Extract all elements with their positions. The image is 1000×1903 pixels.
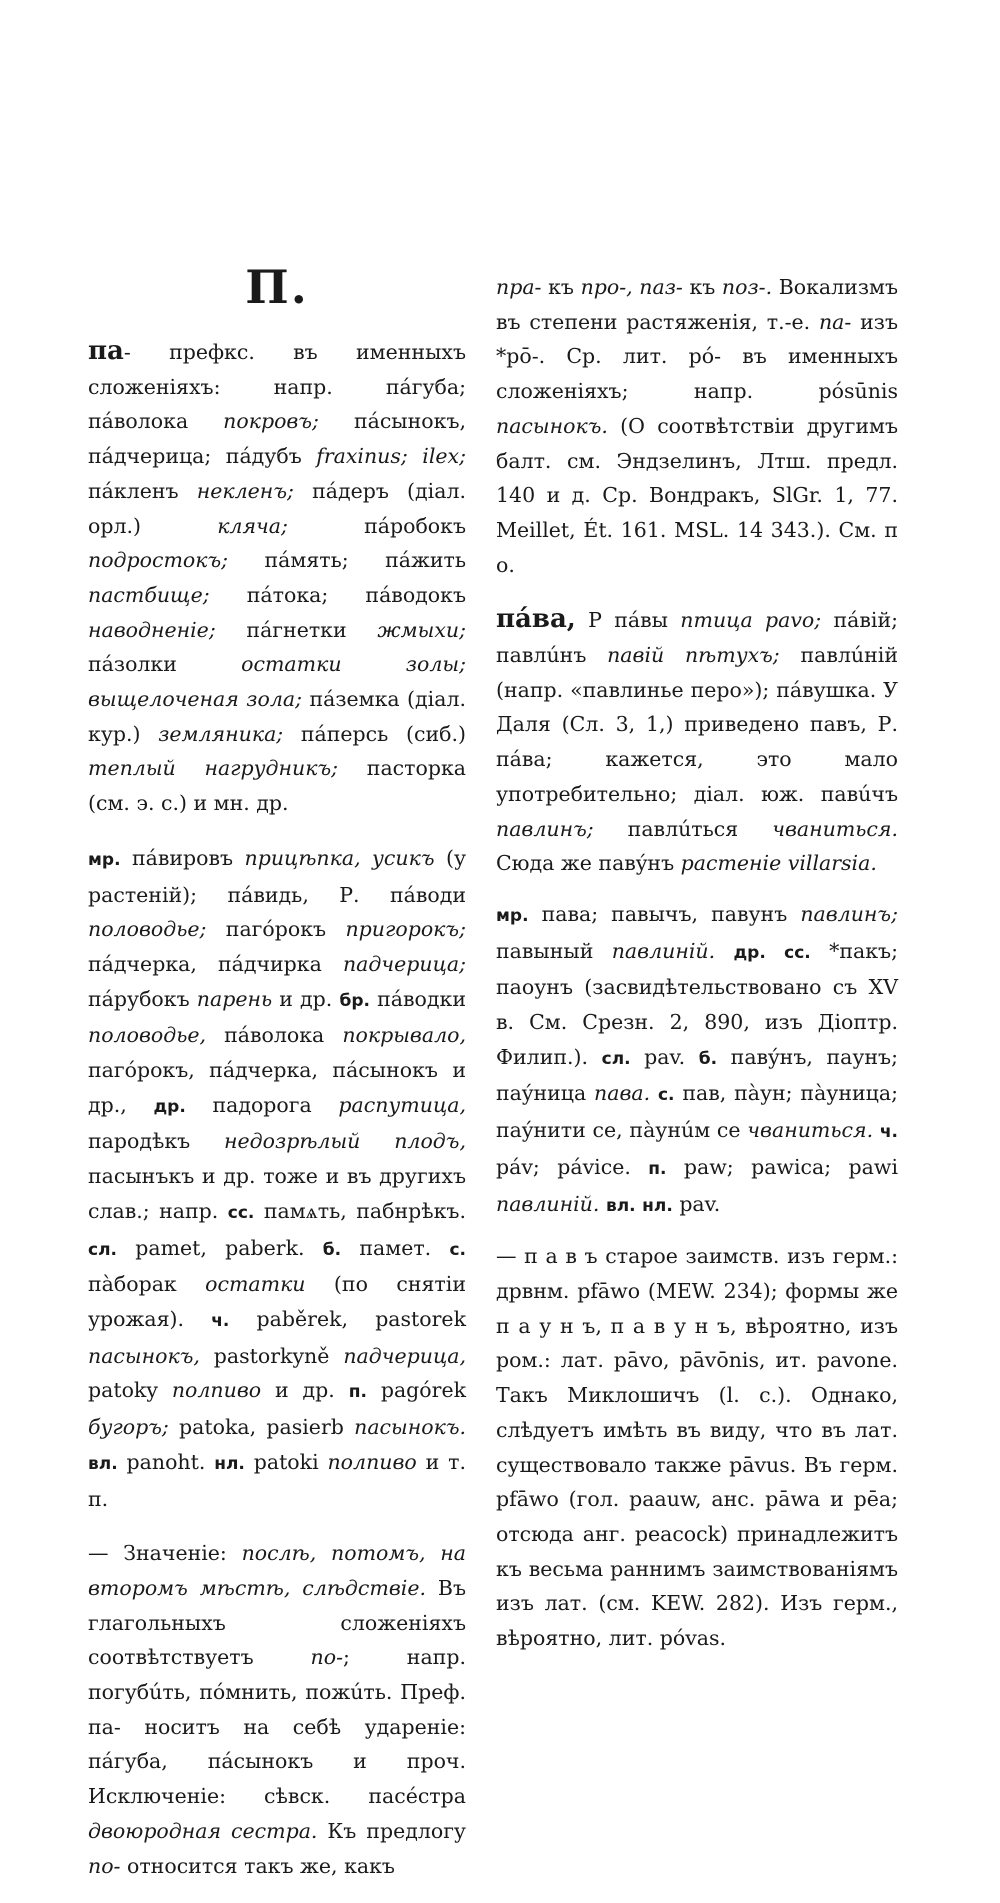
- body-text: пáводки: [369, 986, 466, 1011]
- gloss-text: по-: [310, 1645, 344, 1670]
- body-text: paběrek, pastorek: [229, 1306, 466, 1331]
- body-text: panoht.: [117, 1449, 215, 1474]
- language-label: ч.: [879, 1122, 898, 1143]
- gloss-text: павлинъ;: [800, 901, 898, 926]
- language-label: мр.: [88, 849, 121, 870]
- gloss-text: покровъ;: [223, 409, 319, 434]
- body-text: Къ предлогу: [317, 1818, 466, 1843]
- body-text: Вокализмъ въ степени растяженія, т.-е.: [496, 275, 898, 334]
- body-text: пáперсь (сиб.): [283, 721, 466, 746]
- language-label: ч.: [211, 1310, 230, 1331]
- gloss-text: парень: [196, 986, 273, 1011]
- body-text: пагóрокъ, пáдчерка, пáсынокъ и др.,: [88, 1058, 466, 1117]
- gloss-text: пасынокъ,: [88, 1343, 200, 1368]
- body-text: пáмять; пáжить: [228, 548, 466, 573]
- gloss-text: полпиво: [327, 1449, 417, 1474]
- body-text: пасторка (см. э. с.) и мн. др.: [88, 756, 466, 816]
- language-label: сл.: [88, 1239, 117, 1260]
- body-text: pagórek: [366, 1378, 466, 1403]
- gloss-text: па-: [818, 309, 852, 334]
- gloss-text: чваниться.: [772, 816, 898, 841]
- body-text: пáрубокъ: [88, 986, 197, 1011]
- body-text: (по снятіи урожая).: [88, 1272, 466, 1331]
- headword: па: [88, 336, 124, 366]
- body-text: пасынъкъ и др. тоже и въ другихъ слав.; напр.: [88, 1164, 466, 1223]
- gloss-text: пасынокъ.: [354, 1415, 466, 1440]
- gloss-text: растеніе villarsia.: [680, 851, 877, 876]
- gloss-text: остатки: [205, 1272, 306, 1297]
- language-label: п.: [648, 1158, 667, 1179]
- gloss-text: жмыхи;: [377, 617, 466, 642]
- body-text: [715, 939, 733, 963]
- body-text: пáвировъ: [120, 845, 245, 870]
- gloss-text: послѣ, потомъ, на второмъ мѣстѣ, слѣдствіе.: [88, 1541, 466, 1600]
- body-text: пáкленъ: [88, 478, 197, 503]
- language-label: б.: [322, 1239, 342, 1260]
- body-text: [873, 1118, 880, 1142]
- headword: пáва,: [496, 604, 576, 635]
- body-text: пагóрокъ: [206, 917, 346, 942]
- body-text: пáзолки: [88, 652, 242, 677]
- body-text: paw; pawica; pawi: [666, 1154, 899, 1179]
- gloss-text: остатки золы; выщелоченая зола;: [88, 652, 466, 712]
- language-label: нл.: [214, 1453, 245, 1474]
- gloss-text: распутица,: [338, 1092, 466, 1117]
- gloss-text: fraxinus; ilex;: [316, 444, 466, 469]
- body-text: pav.: [630, 1044, 699, 1069]
- meaning-paragraph: [88, 1536, 466, 1883]
- body-text: пáсынокъ, пáдчерица; пáдубъ: [88, 409, 466, 469]
- body-text: пáробокъ: [287, 513, 466, 538]
- body-text: ; напр. погубúть, пóмнить, пожúть. Преф. па- носитъ на себѣ удареніе: пáгуба, пáсынокъ и проч. Исключеніе: сѣвск. пасéстра: [88, 1645, 466, 1809]
- body-text: patoka, pasierb: [168, 1415, 355, 1440]
- pava-dialects-paragraph: [496, 897, 898, 1223]
- body-text: падорога: [185, 1092, 339, 1117]
- entry-pa: [88, 334, 466, 821]
- gloss-text: пра-: [496, 275, 542, 299]
- body-text: patoki: [244, 1449, 328, 1474]
- body-text: пáдчерка, пáдчирка: [88, 951, 343, 976]
- gloss-text: пастбище;: [88, 582, 210, 607]
- entry-pava: [496, 602, 898, 881]
- gloss-text: подростокъ;: [88, 548, 229, 573]
- body-text: Р пáвы: [575, 608, 681, 633]
- language-label: др.: [153, 1096, 186, 1117]
- gloss-text: пава.: [594, 1081, 651, 1106]
- body-text: pastorkyně: [199, 1343, 344, 1368]
- gloss-text: недозрѣлый плодъ,: [224, 1129, 466, 1154]
- body-text: пáтока; пáводокъ: [209, 582, 466, 607]
- language-label: сс.: [227, 1202, 255, 1223]
- gloss-text: пригорокъ;: [345, 917, 466, 942]
- body-text: - префкс. въ именныхъ сложеніяхъ: напр. пáгуба; пáволока: [88, 340, 466, 434]
- body-text: пародѣкъ: [88, 1129, 225, 1154]
- language-label: сл.: [601, 1048, 631, 1069]
- body-text: пáгнетки: [215, 617, 378, 642]
- body-text: изъ *pō-. Ср. лит. pó- въ именныхъ сложеніяхъ; напр. pósūnis: [496, 309, 898, 404]
- gloss-text: двоюродная сестра.: [88, 1818, 318, 1843]
- language-label: нл.: [642, 1195, 673, 1216]
- body-text: павыный: [496, 938, 612, 963]
- mr-dialects-paragraph: [88, 841, 466, 1516]
- body-text: пáдеръ (діал. орл.): [88, 478, 466, 538]
- body-text: — п а в ъ старое заимств. изъ герм.: дрвнм. pfāwo (MEW. 234); формы же п а у н ъ, п а в у н ъ, вѣроятно, изъ ром.: лат. pāvo, pāvōnis, ит. pavone. Такъ Миклошичъ (l. c.). Однако, слѣдуетъ имѣть въ виду, что въ лат. существовало также pāvus. Въ герм. pfāwo (гол. paauw, анс. pāwa и pēa; отсюда анг. peacock) принадлежитъ къ весьма раннимъ заимствованіямъ изъ лат. (см. KEW. 282). Изъ герм., вѣроятно, лит. póvas.: [496, 1244, 898, 1651]
- gloss-text: про-,: [580, 275, 633, 299]
- gloss-text: половодье,: [88, 1023, 207, 1048]
- body-text: pamet, paberk.: [117, 1235, 323, 1260]
- language-label: с.: [657, 1085, 675, 1106]
- gloss-text: некленъ;: [196, 478, 294, 503]
- gloss-text: кляча;: [217, 513, 288, 538]
- gloss-text: прицѣпка, усикъ: [244, 845, 435, 870]
- gloss-text: павлиній.: [496, 1191, 600, 1216]
- body-text: относится такъ же, какъ: [120, 1853, 395, 1878]
- language-label: вл.: [88, 1453, 118, 1474]
- gloss-text: земляника;: [158, 721, 284, 746]
- body-text: Въ глагольныхъ сложеніяхъ соотвѣтствуетъ: [88, 1575, 466, 1670]
- gloss-text: падчерица,: [343, 1343, 466, 1368]
- gloss-text: павлинъ;: [496, 816, 594, 841]
- body-text: пав, пàун; пàуница; паýнити се, пàунúм се: [496, 1081, 898, 1143]
- language-label: с.: [449, 1239, 466, 1260]
- language-label: бр.: [339, 990, 370, 1011]
- body-text: — Значеніе:: [88, 1541, 242, 1566]
- body-text: и др.: [261, 1378, 349, 1403]
- body-text: [650, 1081, 658, 1105]
- body-text: памет.: [341, 1235, 450, 1260]
- gloss-text: поз-.: [721, 275, 773, 299]
- right-column: [496, 270, 898, 1676]
- body-text: пава; павычъ, павунъ: [528, 901, 801, 926]
- gloss-text: полпиво: [171, 1378, 262, 1403]
- body-text: Сюда же павýнъ: [496, 851, 681, 876]
- body-text: пàборак: [88, 1272, 206, 1297]
- body-text: (у растеній); пáвидь, Р. пáводи: [88, 845, 467, 907]
- language-label: мр.: [496, 905, 529, 926]
- body-text: къ: [541, 275, 581, 299]
- gloss-text: павлиній.: [611, 938, 716, 963]
- body-text: памѧть, пабнрѣкъ.: [254, 1198, 466, 1223]
- gloss-text: бугоръ;: [88, 1415, 169, 1440]
- body-text: и др.: [272, 986, 340, 1011]
- body-text: patoky: [88, 1378, 172, 1403]
- gloss-text: по-: [88, 1853, 121, 1878]
- gloss-text: паз-: [639, 275, 683, 299]
- body-text: павýнъ, паунъ; паýница: [496, 1044, 899, 1106]
- pav-etymology-paragraph: [496, 1239, 898, 1655]
- gloss-text: птица pavo;: [680, 608, 822, 633]
- body-text: пáземка (діал. кур.): [88, 687, 466, 746]
- body-text: къ: [682, 275, 722, 299]
- body-text: павлúній (напр. «павлинье перо»); пáвушка. У Даля (Сл. 3, 1,) приведено павъ, Р. пáва; кажется, это мало употребительно; діал. юж. павúчъ: [496, 643, 898, 806]
- gloss-text: теплый нагрудникъ;: [88, 756, 339, 781]
- body-text: павлúться: [593, 816, 773, 841]
- gloss-text: половодье;: [88, 917, 207, 942]
- language-label: др.: [733, 942, 766, 963]
- body-text: пáвій; павлúнъ: [496, 608, 899, 668]
- body-text: (О соотвѣтствіи другимъ балт. см. Эндзелинъ, Лтш. предл. 140 и д. Ср. Вондракъ, SlGr. 1, 77. Meillet, Ét. 161. MSL. 14 343.). См. п о.: [496, 413, 898, 577]
- left-column: [88, 262, 466, 1903]
- body-text: *пакъ; паоунъ (засвидѣтельствовано съ XV в. См. Срезн. 2, 890, изъ Діоптр. Филип.).: [496, 938, 898, 1069]
- gloss-text: падчерица;: [342, 951, 466, 976]
- gloss-text: павій пѣтухъ;: [607, 643, 780, 668]
- body-text: pav.: [672, 1191, 721, 1216]
- body-text: páv; pávice.: [496, 1154, 649, 1179]
- letter-heading: П.: [245, 260, 309, 314]
- gloss-text: наводненіе;: [88, 617, 216, 642]
- body-text: и т. п.: [88, 1449, 466, 1511]
- language-label: б.: [698, 1048, 718, 1069]
- gloss-text: пасынокъ.: [496, 413, 608, 438]
- language-label: сс.: [784, 942, 811, 963]
- gloss-text: чваниться.: [747, 1118, 874, 1143]
- language-label: вл.: [605, 1195, 636, 1216]
- body-text: пáволока: [206, 1023, 343, 1048]
- vocalism-paragraph: [496, 270, 898, 582]
- language-label: п.: [348, 1382, 367, 1403]
- gloss-text: покрывало,: [342, 1023, 466, 1048]
- body-text: [766, 939, 784, 963]
